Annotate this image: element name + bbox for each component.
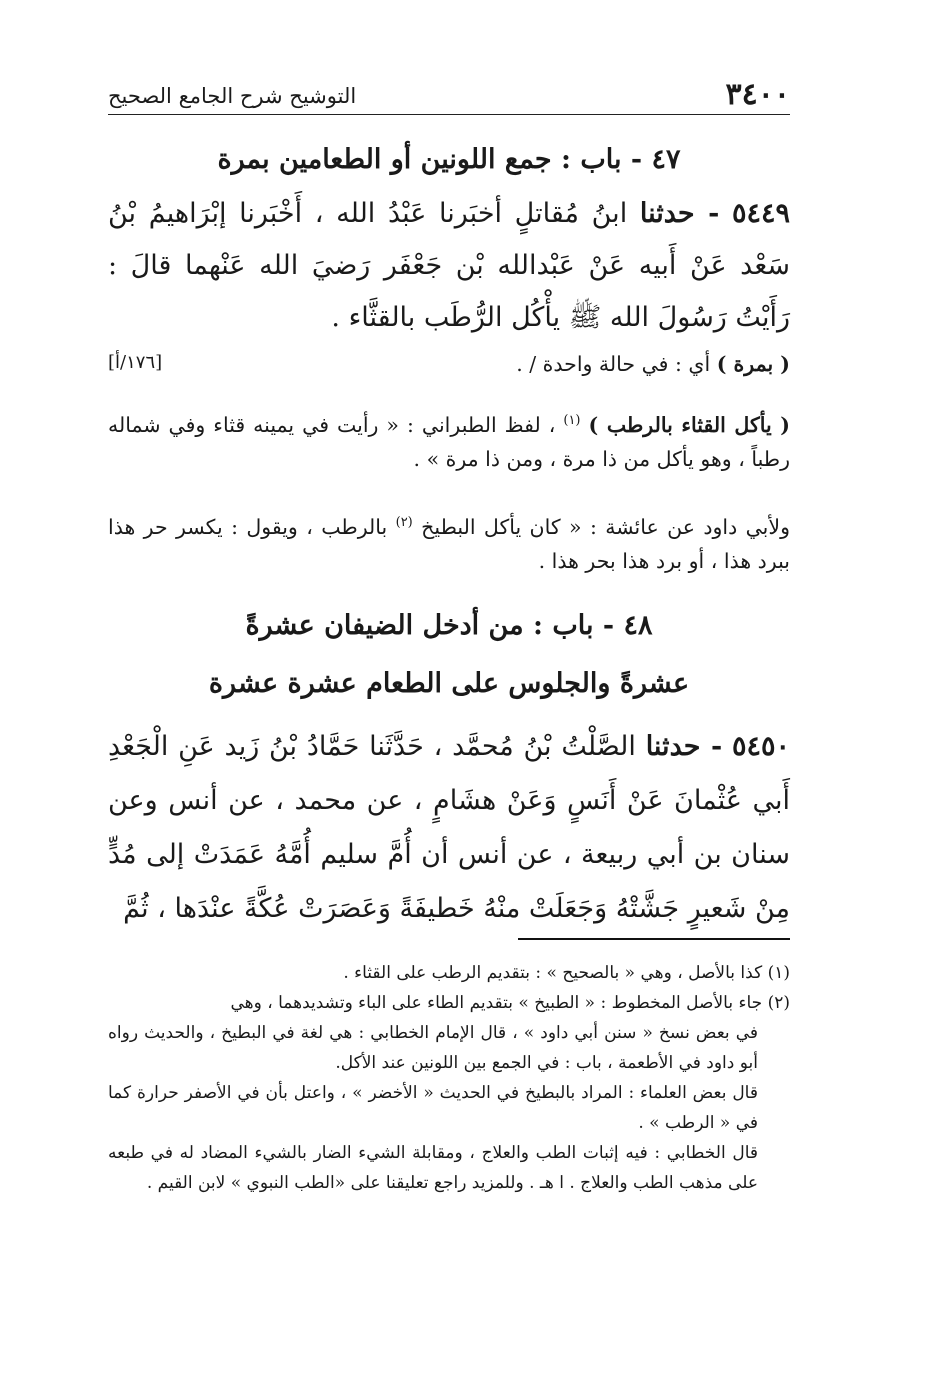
comment-term: ( يأكل القثاء بالرطب ) [588, 412, 790, 437]
footnote-ref: (١) [563, 413, 581, 428]
footnote-2-lead: (٢) جاء بالأصل المخطوط : « الطبيخ » بتقديم الطاء على الباء وتشديدهما ، وهي [230, 993, 790, 1013]
comment-qiththa [108, 404, 790, 476]
chapter-48-heading-line2: عشرةً والجلوس على الطعام عشرة عشرة [208, 668, 690, 699]
comment-bimarra [215, 347, 790, 381]
chapter-48-heading-line1: ٤٨ - باب : من أدخل الضيفان عشرةً [245, 610, 653, 641]
comment-text: أي : في حالة واحدة / . [516, 352, 711, 376]
page-number: ٣٤٠٠ [725, 77, 790, 112]
footnote-2-para2: قال بعض العلماء : المراد بالبطيخ في الحديث « الأخضر » ، واعتل بأن في الأصفر حرارة كما في « الرطب » . [108, 1083, 758, 1133]
comment-abu-dawud [108, 506, 790, 578]
footnote-2-body: في بعض نسخ « سنن أبي داود » ، قال الإمام الخطابي : هي لغة في البطيخ ، والحديث رواه أبو داود في الأطعمة ، باب : في الجمع بين اللونين عند الأكل. [108, 1023, 758, 1073]
footnote-ref: (٢) [395, 515, 413, 530]
footnotes [108, 958, 790, 1198]
chapter-47-heading: ٤٧ - باب : جمع اللونين أو الطعامين بمرة [217, 144, 681, 175]
comment-text-a: ولأبي داود عن عائشة : « كان يأكل البطيخ [421, 514, 790, 539]
hadith-lead: حدثنا [645, 731, 701, 762]
hadith-lead: حدثنا [639, 198, 695, 229]
hadith-number: ٥٤٤٩ [731, 198, 790, 229]
comment-term: ( بمرة ) [716, 352, 790, 376]
running-title: التوشيح شرح الجامع الصحيح [108, 84, 357, 108]
hadith-number: ٥٤٥٠ [732, 731, 791, 762]
margin-reference: [١٧٦/أ] [108, 352, 163, 373]
hadith-text: الصَّلْتُ بْنُ مُحمَّد ، حَدَّثَنا حَمَّادُ بْنُ زَيد عَنِ الْجَعْدِ أَبي عُثْمانَ عَنْ أَنَسٍ وَعَنْ هشَامٍ ، عن محمد ، عن أنس وعن سنان بن أبي ربيعة ، عن أنس أن أُمَّ سليم أُمَّهُ عَمَدَتْ إلى مُدٍّ مِنْ شَعيرٍ جَشَّتْهُ وَجَعَلَتْ منْهُ خَطيفَةً وَعَصَرَتْ عُكَّةً عنْدَها ، ثُمَّ [108, 731, 790, 924]
hadith-5450: ٥٤٥٠ - حدثنا الصَّلْتُ بْنُ مُحمَّد ، حَدَّثَنا حَمَّادُ بْنُ زَيد عَنِ الْجَعْدِ أَبي عُثْمانَ عَنْ أَنَسٍ وَعَنْ هشَامٍ ، عن محمد ، عن أنس وعن سنان بن أبي ربيعة ، عن أنس أن أُمَّ سليم أُمَّهُ عَمَدَتْ إلى مُدٍّ مِنْ شَعيرٍ جَشَّتْهُ وَجَعَلَتْ منْهُ خَطيفَةً وَعَصَرَتْ عُكَّةً عنْدَها ، ثُمَّ [108, 731, 791, 924]
hadith-text: ابنُ مُقاتلٍ أخبَرنا عَبْدُ الله ، أَخْبَرنا إبْرَاهيمُ بْنُ سَعْد عَنْ أَبيه عَنْ عَبْدالله بْن جَعْفَر رَضيَ الله عَنْهما قالَ : رَأَيْتُ رَسُولَ الله ﷺ يأْكُل الرُّطَب بالقثَّاء . [108, 198, 790, 333]
comment-text: ، لفظ الطبراني : « رأيت في يمينه قثاء وفي شماله رطباً ، وهو يأكل من ذا مرة ، ومن ذا مرة » . [108, 412, 790, 471]
footnote-separator [518, 938, 790, 940]
footnote-2-para3: قال الخطابي : فيه إثبات الطب والعلاج ، ومقابلة الشيء الضار بالشيء المضاد له في طبعه على مذهب الطب والعلاج . ا هـ . وللمزيد راجع تعليقنا على «الطب النبوي » لابن القيم . [108, 1143, 758, 1193]
footnote-1: (١) كذا بالأصل ، وهي « بالصحيح » : بتقديم الرطب على القثاء . [343, 963, 790, 983]
hadith-5449: ٥٤٤٩ - حدثنا ابنُ مُقاتلٍ أخبَرنا عَبْدُ الله ، أَخْبَرنا إبْرَاهيمُ بْنُ سَعْد عَنْ أَبيه عَنْ عَبْدالله بْن جَعْفَر رَضيَ الله عَنْهما قالَ : رَأَيْتُ رَسُولَ الله ﷺ يأْكُل الرُّطَب بالقثَّاء . [108, 198, 790, 333]
page-header [108, 78, 790, 115]
comment-text-b: بالرطب ، ويقول : يكسر حر هذا ببرد هذا ، أو برد هذا بحر هذا . [108, 514, 790, 573]
